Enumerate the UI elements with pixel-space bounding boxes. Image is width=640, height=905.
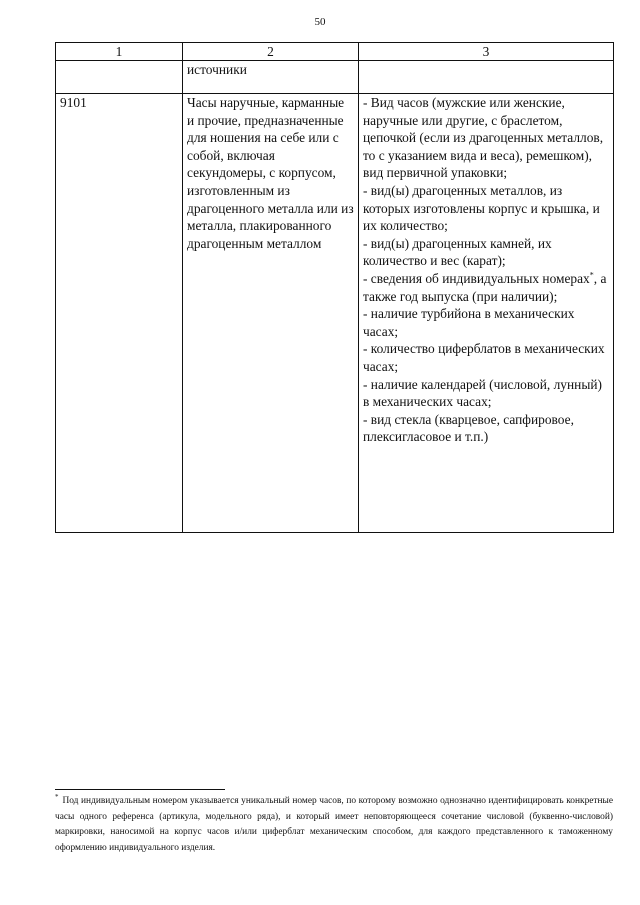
description-item: - вид(ы) драгоценных камней, их количество и вес (карат); — [363, 235, 552, 269]
table-row — [56, 94, 614, 533]
description-item: - вид стекла (кварцевое, сапфировое, плексигласовое и т.п.) — [363, 411, 574, 445]
table-header-row — [56, 43, 614, 61]
cell-code: 9101 — [56, 94, 183, 533]
footnote-reference: * — [589, 270, 594, 280]
table-row-continuation — [56, 61, 614, 94]
footnote-text: Под индивидуальным номером указывается уникальный номер часов, по которому возможно однозначно идентифицировать конкретные часы одного референса (артикула, модельного ряда), и который имеет неповторяющееся сочетание числовой (буквенно-числовой) маркировки, наносимой на корпус часов и/или циферблат механическим способом, для каждого представленного к таможенному оформлению индивидуального изделия. — [55, 796, 613, 853]
header-col-1: 1 — [56, 43, 183, 61]
cell-name: источники — [183, 61, 359, 94]
description-list — [363, 94, 609, 446]
header-col-2: 2 — [183, 43, 359, 61]
footnote — [55, 794, 613, 856]
description-item: - вид(ы) драгоценных металлов, из которых изготовлены корпус и крышка, и их количество; — [363, 182, 600, 234]
description-item: - наличие турбийона в механических часах; — [363, 306, 575, 339]
header-col-3: 3 — [359, 43, 614, 61]
cell-description — [359, 61, 614, 94]
cell-code — [56, 61, 183, 94]
description-item — [363, 270, 609, 305]
description-item-suffix: , а также год выпуска (при наличии); — [363, 270, 607, 304]
description-item: - Вид часов (мужские или женские, наручные или другие, с браслетом, цепочкой (если из драгоценных металлов, то с указанием вида и веса), ремешком), вид первичной упаковки; — [363, 95, 604, 181]
footnote-mark: * — [55, 792, 59, 801]
description-item-text: - сведения об индивидуальных номерах — [363, 270, 590, 286]
description-item: - количество циферблатов в механических часах; — [363, 341, 605, 374]
description-item: - наличие календарей (числовой, лунный) в механических часах; — [363, 376, 602, 410]
cell-name: Часы наручные, карманные и прочие, предназначенные для ношения на себе или с собой, включая секундомеры, с корпусом, изготовленным из драгоценного металла или из металла, плакированного драгоценным металлом — [183, 94, 359, 533]
goods-table — [55, 42, 614, 533]
page-number: 50 — [314, 16, 326, 28]
cell-description — [359, 94, 614, 533]
footnote-divider — [55, 789, 225, 790]
